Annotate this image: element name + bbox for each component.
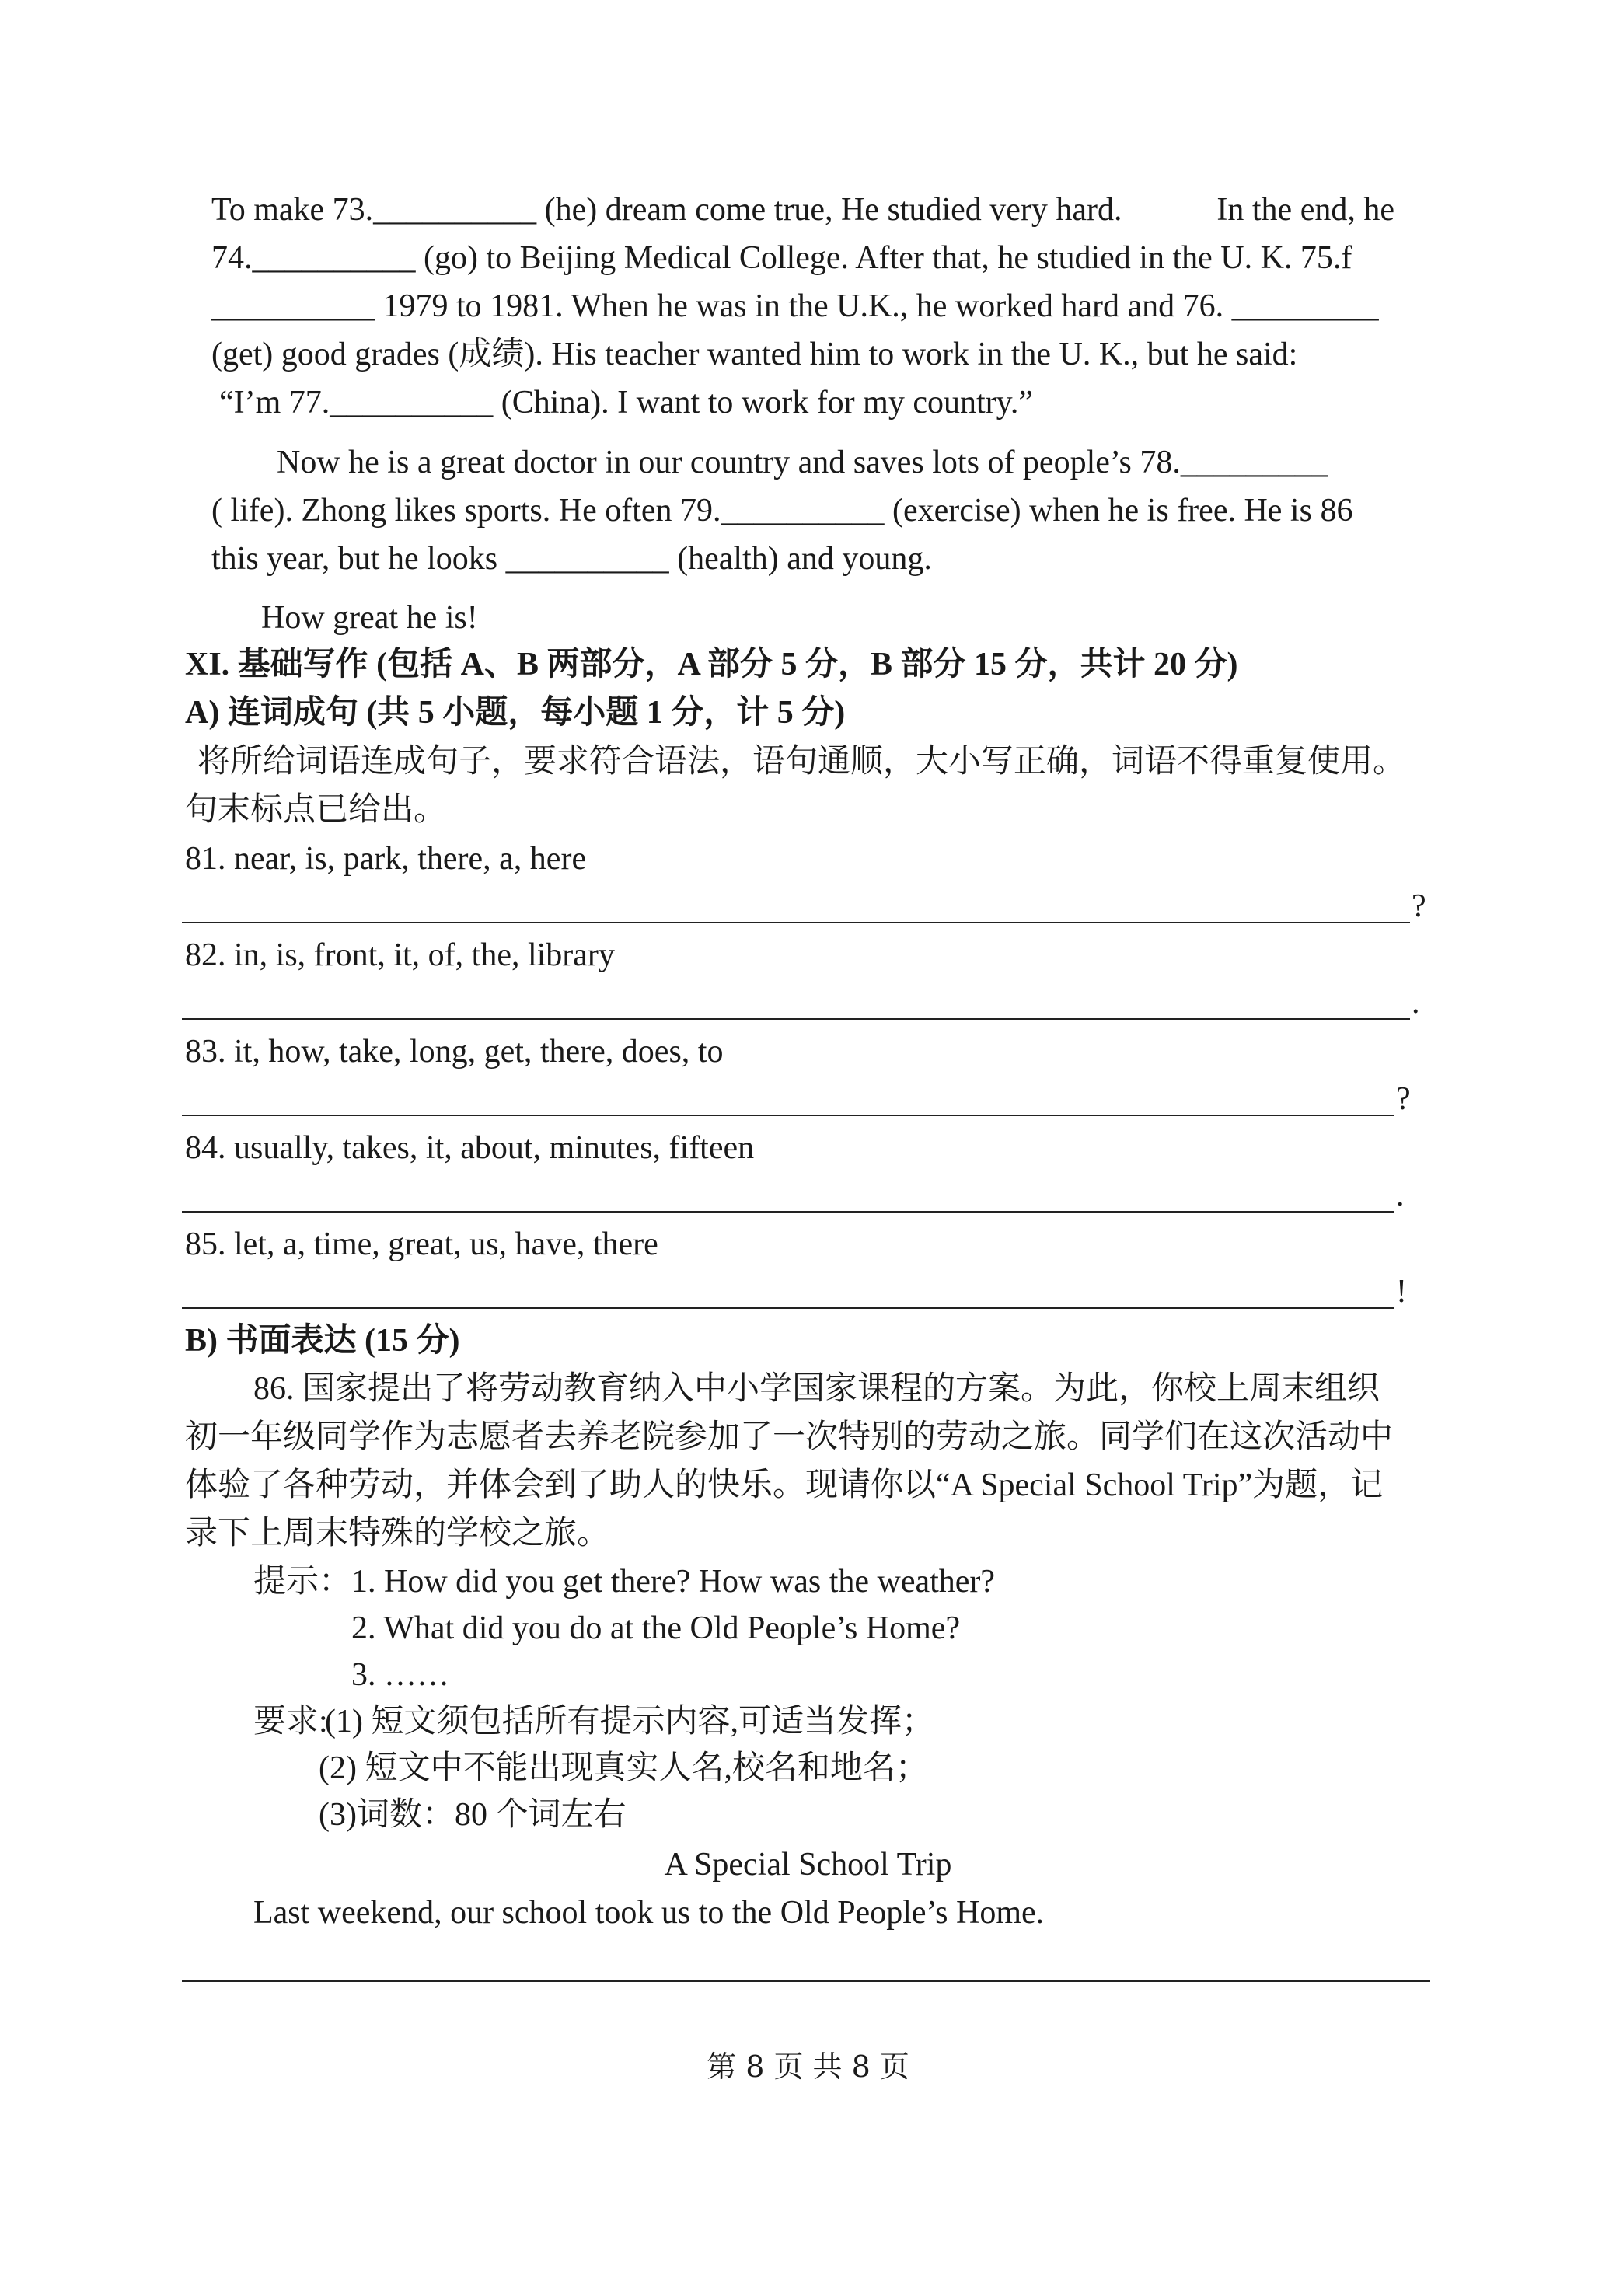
- page-footer: 第 8 页 共 8 页: [707, 2050, 909, 2084]
- passage-line-9: How great he is!: [261, 600, 478, 636]
- passage-line-2: 74.__________ (go) to Beijing Medical College. After that, he studied in the U. K. 75.f: [211, 240, 1352, 276]
- passage-line-5: “I’m 77.__________ (China). I want to work for my country.”: [219, 385, 1034, 420]
- essay-answer-line[interactable]: [182, 1980, 1430, 1982]
- question-84: 84. usually, takes, it, about, minutes, fifteen: [185, 1130, 755, 1166]
- question-85: 85. let, a, time, great, us, have, there: [185, 1227, 658, 1262]
- essay-opening-line: Last weekend, our school took us to the Old People’s Home.: [253, 1895, 1045, 1931]
- question-81: 81. near, is, park, there, a, here: [185, 841, 587, 877]
- requirements-label: 要求:: [253, 1704, 328, 1739]
- task-line-2: 初一年级同学作为志愿者去养老院参加了一次特别的劳动之旅。同学们在这次活动中: [185, 1419, 1394, 1455]
- hint-1: 1. How did you get there? How was the weather?: [351, 1564, 996, 1600]
- question-83: 83. it, how, take, long, get, there, does, to: [185, 1034, 724, 1069]
- task-line-3: 体验了各种劳动，并体会到了助人的快乐。现请你以“A Special School Trip”为题，记: [185, 1467, 1384, 1503]
- end-mark-83: ?: [1396, 1081, 1411, 1117]
- instruction-line-2: 句末标点已给出。: [185, 792, 447, 828]
- passage-line-1: To make 73.__________ (he) dream come true, He studied very hard. In the end, he: [211, 192, 1394, 228]
- end-mark-81: ?: [1412, 888, 1426, 924]
- section-xi-title: XI. 基础写作 (包括 A、B 两部分，A 部分 5 分，B 部分 15 分，共计 20 分): [185, 647, 1238, 682]
- task-line-4: 录下上周末特殊的学校之旅。: [185, 1516, 610, 1551]
- passage-line-6: Now he is a great doctor in our country and saves lots of people’s 78._________: [277, 445, 1328, 480]
- end-mark-85: !: [1396, 1274, 1407, 1310]
- passage-line-7: ( life). Zhong likes sports. He often 79.__________ (exercise) when he is free. He is 86: [211, 493, 1353, 529]
- essay-title: A Special School Trip: [664, 1847, 952, 1883]
- requirement-2: (2) 短文中不能出现真实人名,校名和地名；: [319, 1750, 928, 1786]
- answer-line-84[interactable]: [182, 1211, 1394, 1213]
- part-a-title: A) 连词成句 (共 5 小题，每小题 1 分，计 5 分): [185, 695, 846, 731]
- task-line-1: 86. 国家提出了将劳动教育纳入中小学国家课程的方案。为此，你校上周末组织: [253, 1371, 1380, 1407]
- hint-3: 3. ……: [351, 1657, 449, 1693]
- part-b-title: B) 书面表达 (15 分): [185, 1323, 460, 1359]
- end-mark-84: .: [1396, 1178, 1405, 1213]
- passage-line-3: __________ 1979 to 1981. When he was in the U.K., he worked hard and 76. _________: [211, 288, 1379, 324]
- passage-line-8: this year, but he looks __________ (health) and young.: [211, 541, 932, 577]
- hint-2: 2. What did you do at the Old People’s Home?: [351, 1610, 961, 1646]
- answer-line-81[interactable]: [182, 922, 1410, 923]
- answer-line-83[interactable]: [182, 1115, 1394, 1116]
- answer-line-82[interactable]: [182, 1018, 1410, 1020]
- instruction-line-1: 将所给词语连成句子，要求符合语法，语句通顺，大小写正确，词语不得重复使用。: [197, 744, 1406, 780]
- hint-label: 提示：: [253, 1564, 352, 1600]
- requirement-1: (1) 短文须包括所有提示内容,可适当发挥；: [325, 1704, 934, 1739]
- requirement-3: (3)词数：80 个词左右: [319, 1797, 627, 1833]
- passage-line-4: (get) good grades (成绩). His teacher wanted him to work in the U. K., but he said:: [211, 337, 1298, 372]
- answer-line-85[interactable]: [182, 1307, 1394, 1309]
- end-mark-82: .: [1412, 985, 1420, 1021]
- question-82: 82. in, is, front, it, of, the, library: [185, 937, 615, 973]
